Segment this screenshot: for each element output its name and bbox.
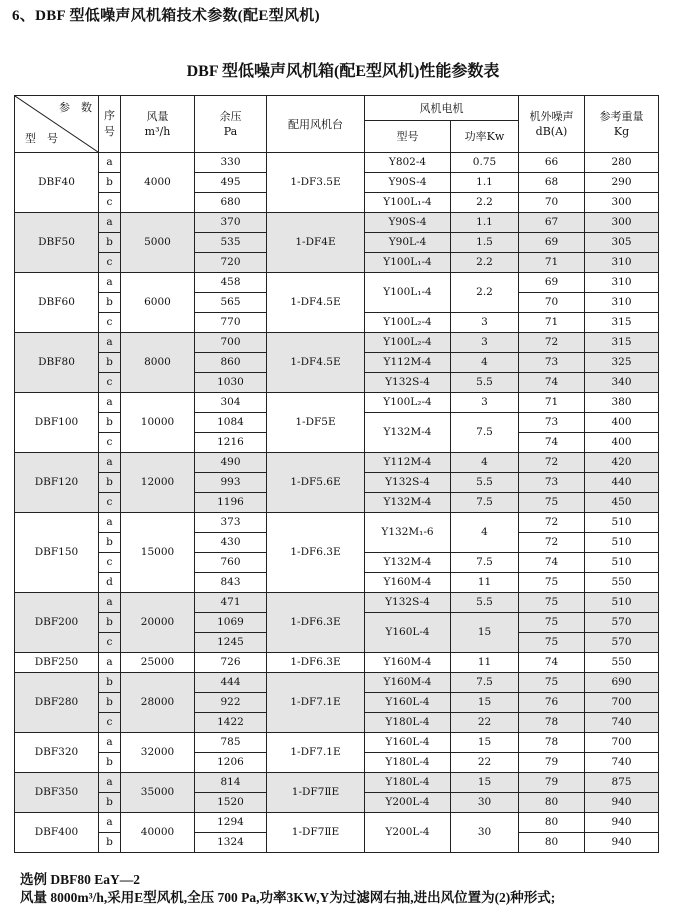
header-params: 参 数 [59, 101, 92, 114]
noise-cell: 75 [519, 593, 585, 613]
noise-cell: 74 [519, 553, 585, 573]
noise-cell: 72 [519, 513, 585, 533]
seq-cell: c [99, 253, 121, 273]
seq-cell: a [99, 213, 121, 233]
weight-cell: 940 [585, 793, 659, 813]
seq-cell: c [99, 433, 121, 453]
pressure-cell: 373 [195, 513, 267, 533]
motor-model-cell: Y132S-4 [365, 473, 451, 493]
header-pressure: 余压 Pa [195, 96, 267, 153]
noise-cell: 69 [519, 273, 585, 293]
motor-model-cell: Y132S-4 [365, 593, 451, 613]
noise-cell: 80 [519, 793, 585, 813]
seq-cell: a [99, 273, 121, 293]
noise-cell: 73 [519, 473, 585, 493]
airflow-cell: 12000 [121, 453, 195, 513]
pressure-cell: 922 [195, 693, 267, 713]
weight-cell: 315 [585, 313, 659, 333]
motor-power-cell: 7.5 [451, 493, 519, 513]
motor-model-cell: Y180L-4 [365, 773, 451, 793]
weight-cell: 510 [585, 593, 659, 613]
motor-model-cell: Y100L₁-4 [365, 273, 451, 313]
motor-power-cell: 1.5 [451, 233, 519, 253]
pressure-cell: 535 [195, 233, 267, 253]
weight-cell: 740 [585, 753, 659, 773]
seq-cell: c [99, 193, 121, 213]
motor-model-cell: Y180L-4 [365, 753, 451, 773]
noise-cell: 71 [519, 393, 585, 413]
weight-cell: 310 [585, 273, 659, 293]
noise-cell: 75 [519, 493, 585, 513]
weight-cell: 315 [585, 333, 659, 353]
model-cell: DBF400 [15, 813, 99, 853]
motor-power-cell: 15 [451, 693, 519, 713]
seq-cell: c [99, 373, 121, 393]
fan-cell: 1-DF7.1E [267, 673, 365, 733]
motor-model-cell: Y160M-4 [365, 673, 451, 693]
motor-power-cell: 7.5 [451, 673, 519, 693]
fan-cell: 1-DF7ⅡE [267, 813, 365, 853]
pressure-cell: 565 [195, 293, 267, 313]
seq-cell: a [99, 153, 121, 173]
weight-cell: 380 [585, 393, 659, 413]
table-row [15, 273, 659, 293]
seq-cell: a [99, 653, 121, 673]
motor-model-cell: Y160L-4 [365, 693, 451, 713]
motor-model-cell: Y90S-4 [365, 173, 451, 193]
weight-cell: 340 [585, 373, 659, 393]
seq-cell: b [99, 753, 121, 773]
seq-cell: b [99, 413, 121, 433]
motor-model-cell: Y132M-4 [365, 413, 451, 453]
pressure-cell: 843 [195, 573, 267, 593]
noise-cell: 79 [519, 753, 585, 773]
noise-cell: 75 [519, 573, 585, 593]
weight-cell: 400 [585, 433, 659, 453]
model-cell: DBF60 [15, 273, 99, 333]
motor-power-cell: 3 [451, 333, 519, 353]
weight-cell: 300 [585, 193, 659, 213]
motor-model-cell: Y160L-4 [365, 613, 451, 653]
airflow-cell: 5000 [121, 213, 195, 273]
pressure-cell: 1030 [195, 373, 267, 393]
motor-power-cell: 2.2 [451, 273, 519, 313]
seq-cell: c [99, 313, 121, 333]
noise-cell: 68 [519, 173, 585, 193]
fan-cell: 1-DF6.3E [267, 513, 365, 593]
airflow-cell: 10000 [121, 393, 195, 453]
pressure-cell: 1520 [195, 793, 267, 813]
weight-cell: 700 [585, 733, 659, 753]
table-row [15, 673, 659, 693]
weight-cell: 940 [585, 813, 659, 833]
noise-cell: 74 [519, 433, 585, 453]
noise-cell: 72 [519, 453, 585, 473]
airflow-cell: 15000 [121, 513, 195, 593]
airflow-cell: 35000 [121, 773, 195, 813]
model-cell: DBF120 [15, 453, 99, 513]
weight-cell: 690 [585, 673, 659, 693]
motor-model-cell: Y112M-4 [365, 453, 451, 473]
weight-cell: 940 [585, 833, 659, 853]
airflow-cell: 8000 [121, 333, 195, 393]
seq-cell: b [99, 353, 121, 373]
pressure-cell: 760 [195, 553, 267, 573]
weight-cell: 450 [585, 493, 659, 513]
noise-cell: 78 [519, 733, 585, 753]
weight-cell: 400 [585, 413, 659, 433]
seq-cell: a [99, 733, 121, 753]
motor-power-cell: 5.5 [451, 593, 519, 613]
seq-cell: a [99, 393, 121, 413]
pressure-cell: 1245 [195, 633, 267, 653]
noise-cell: 80 [519, 813, 585, 833]
noise-cell: 69 [519, 233, 585, 253]
motor-power-cell: 1.1 [451, 173, 519, 193]
noise-cell: 72 [519, 333, 585, 353]
noise-cell: 73 [519, 353, 585, 373]
pressure-cell: 860 [195, 353, 267, 373]
table-row [15, 513, 659, 533]
motor-model-cell: Y802-4 [365, 153, 451, 173]
seq-cell: b [99, 833, 121, 853]
noise-cell: 78 [519, 713, 585, 733]
table-row [15, 593, 659, 613]
noise-cell: 72 [519, 533, 585, 553]
seq-cell: b [99, 693, 121, 713]
motor-model-cell: Y132M-4 [365, 493, 451, 513]
motor-model-cell: Y160M-4 [365, 653, 451, 673]
motor-model-cell: Y100L₁-4 [365, 193, 451, 213]
table-row [15, 773, 659, 793]
pressure-cell: 1216 [195, 433, 267, 453]
table-row [15, 813, 659, 833]
weight-cell: 310 [585, 293, 659, 313]
section-heading: 6、DBF 型低噪声风机箱技术参数(配E型风机) [12, 8, 320, 24]
seq-cell: b [99, 473, 121, 493]
pressure-cell: 471 [195, 593, 267, 613]
diagonal-header-cell [15, 96, 99, 153]
seq-cell: c [99, 553, 121, 573]
seq-cell: c [99, 713, 121, 733]
example-title: 选例 DBF80 EaY—2 [20, 872, 141, 887]
motor-model-cell: Y180L-4 [365, 713, 451, 733]
pressure-cell: 1196 [195, 493, 267, 513]
seq-cell: a [99, 813, 121, 833]
header-weight: 参考重量 Kg [585, 96, 659, 153]
header-airflow: 风量 m³/h [121, 96, 195, 153]
example-description: 风量 8000m³/h,采用E型风机,全压 700 Pa,功率3KW,Y为过滤网右抽,进出风位置为(2)种形式; [20, 890, 556, 905]
seq-cell: a [99, 453, 121, 473]
pressure-cell: 458 [195, 273, 267, 293]
fan-cell: 1-DF5E [267, 393, 365, 453]
table-row [15, 733, 659, 753]
fan-cell: 1-DF7.1E [267, 733, 365, 773]
model-cell: DBF320 [15, 733, 99, 773]
noise-cell: 73 [519, 413, 585, 433]
pressure-cell: 814 [195, 773, 267, 793]
noise-cell: 67 [519, 213, 585, 233]
motor-power-cell: 5.5 [451, 373, 519, 393]
motor-power-cell: 4 [451, 353, 519, 373]
weight-cell: 280 [585, 153, 659, 173]
weight-cell: 550 [585, 653, 659, 673]
motor-model-cell: Y160L-4 [365, 733, 451, 753]
seq-cell: d [99, 573, 121, 593]
pressure-cell: 785 [195, 733, 267, 753]
noise-cell: 74 [519, 373, 585, 393]
weight-cell: 510 [585, 513, 659, 533]
fan-cell: 1-DF4E [267, 213, 365, 273]
motor-model-cell: Y160M-4 [365, 573, 451, 593]
motor-model-cell: Y90S-4 [365, 213, 451, 233]
motor-power-cell: 11 [451, 573, 519, 593]
header-motor: 风机电机 [365, 96, 519, 121]
pressure-cell: 444 [195, 673, 267, 693]
noise-cell: 74 [519, 653, 585, 673]
model-cell: DBF250 [15, 653, 99, 673]
motor-power-cell: 22 [451, 753, 519, 773]
pressure-cell: 370 [195, 213, 267, 233]
noise-cell: 70 [519, 293, 585, 313]
seq-cell: a [99, 513, 121, 533]
weight-cell: 300 [585, 213, 659, 233]
motor-model-cell: Y200L-4 [365, 813, 451, 853]
pressure-cell: 1069 [195, 613, 267, 633]
seq-cell: b [99, 173, 121, 193]
motor-model-cell: Y100L₂-4 [365, 313, 451, 333]
pressure-cell: 720 [195, 253, 267, 273]
weight-cell: 420 [585, 453, 659, 473]
pressure-cell: 726 [195, 653, 267, 673]
seq-cell: b [99, 613, 121, 633]
noise-cell: 76 [519, 693, 585, 713]
table-row [15, 393, 659, 413]
weight-cell: 305 [585, 233, 659, 253]
pressure-cell: 1422 [195, 713, 267, 733]
pressure-cell: 1294 [195, 813, 267, 833]
motor-power-cell: 7.5 [451, 553, 519, 573]
table-row [15, 213, 659, 233]
noise-cell: 71 [519, 313, 585, 333]
motor-power-cell: 0.75 [451, 153, 519, 173]
airflow-cell: 25000 [121, 653, 195, 673]
seq-cell: b [99, 293, 121, 313]
model-cell: DBF100 [15, 393, 99, 453]
pressure-cell: 304 [195, 393, 267, 413]
pressure-cell: 430 [195, 533, 267, 553]
model-cell: DBF50 [15, 213, 99, 273]
motor-model-cell: Y100L₁-4 [365, 253, 451, 273]
performance-table [14, 95, 659, 853]
seq-cell: c [99, 633, 121, 653]
fan-cell: 1-DF5.6E [267, 453, 365, 513]
noise-cell: 75 [519, 673, 585, 693]
pressure-cell: 1324 [195, 833, 267, 853]
motor-power-cell: 3 [451, 393, 519, 413]
weight-cell: 570 [585, 633, 659, 653]
pressure-cell: 993 [195, 473, 267, 493]
noise-cell: 79 [519, 773, 585, 793]
motor-power-cell: 5.5 [451, 473, 519, 493]
motor-power-cell: 4 [451, 513, 519, 553]
fan-cell: 1-DF4.5E [267, 273, 365, 333]
fan-cell: 1-DF4.5E [267, 333, 365, 393]
seq-cell: a [99, 773, 121, 793]
weight-cell: 570 [585, 613, 659, 633]
model-cell: DBF280 [15, 673, 99, 733]
airflow-cell: 28000 [121, 673, 195, 733]
table-row [15, 453, 659, 473]
seq-cell: b [99, 793, 121, 813]
fan-cell: 1-DF6.3E [267, 593, 365, 653]
pressure-cell: 1084 [195, 413, 267, 433]
weight-cell: 510 [585, 553, 659, 573]
motor-power-cell: 30 [451, 813, 519, 853]
pressure-cell: 495 [195, 173, 267, 193]
fan-cell: 1-DF3.5E [267, 153, 365, 213]
noise-cell: 75 [519, 633, 585, 653]
header-motor-model: 型号 [365, 121, 451, 153]
header-noise: 机外噪声 dB(A) [519, 96, 585, 153]
motor-power-cell: 15 [451, 773, 519, 793]
seq-cell: c [99, 493, 121, 513]
motor-power-cell: 22 [451, 713, 519, 733]
weight-cell: 325 [585, 353, 659, 373]
motor-model-cell: Y112M-4 [365, 353, 451, 373]
motor-model-cell: Y132M-4 [365, 553, 451, 573]
model-cell: DBF80 [15, 333, 99, 393]
motor-power-cell: 2.2 [451, 193, 519, 213]
model-cell: DBF150 [15, 513, 99, 593]
weight-cell: 290 [585, 173, 659, 193]
airflow-cell: 40000 [121, 813, 195, 853]
seq-cell: b [99, 233, 121, 253]
seq-cell: a [99, 593, 121, 613]
motor-power-cell: 2.2 [451, 253, 519, 273]
motor-power-cell: 30 [451, 793, 519, 813]
model-cell: DBF350 [15, 773, 99, 813]
motor-model-cell: Y100L₂-4 [365, 333, 451, 353]
noise-cell: 70 [519, 193, 585, 213]
pressure-cell: 330 [195, 153, 267, 173]
header-fan: 配用风机台 [267, 96, 365, 153]
fan-cell: 1-DF6.3E [267, 653, 365, 673]
motor-power-cell: 3 [451, 313, 519, 333]
header-motor-power: 功率Kw [451, 121, 519, 153]
motor-power-cell: 1.1 [451, 213, 519, 233]
header-seq: 序号 [99, 96, 121, 153]
seq-cell: a [99, 333, 121, 353]
airflow-cell: 32000 [121, 733, 195, 773]
motor-model-cell: Y200L-4 [365, 793, 451, 813]
weight-cell: 510 [585, 533, 659, 553]
pressure-cell: 680 [195, 193, 267, 213]
pressure-cell: 1206 [195, 753, 267, 773]
table-row [15, 333, 659, 353]
motor-model-cell: Y132M₁-6 [365, 513, 451, 553]
noise-cell: 75 [519, 613, 585, 633]
weight-cell: 440 [585, 473, 659, 493]
motor-power-cell: 15 [451, 733, 519, 753]
noise-cell: 71 [519, 253, 585, 273]
airflow-cell: 6000 [121, 273, 195, 333]
model-cell: DBF200 [15, 593, 99, 653]
weight-cell: 740 [585, 713, 659, 733]
airflow-cell: 20000 [121, 593, 195, 653]
motor-model-cell: Y100L₂-4 [365, 393, 451, 413]
motor-power-cell: 11 [451, 653, 519, 673]
fan-cell: 1-DF7ⅡE [267, 773, 365, 813]
header-model: 型 号 [25, 132, 58, 145]
table-title: DBF 型低噪声风机箱(配E型风机)性能参数表 [186, 63, 500, 80]
pressure-cell: 700 [195, 333, 267, 353]
motor-model-cell: Y90L-4 [365, 233, 451, 253]
weight-cell: 875 [585, 773, 659, 793]
motor-power-cell: 7.5 [451, 413, 519, 453]
airflow-cell: 4000 [121, 153, 195, 213]
motor-power-cell: 15 [451, 613, 519, 653]
seq-cell: b [99, 673, 121, 693]
pressure-cell: 770 [195, 313, 267, 333]
noise-cell: 66 [519, 153, 585, 173]
table-row [15, 653, 659, 673]
pressure-cell: 490 [195, 453, 267, 473]
motor-model-cell: Y132S-4 [365, 373, 451, 393]
weight-cell: 310 [585, 253, 659, 273]
motor-power-cell: 4 [451, 453, 519, 473]
weight-cell: 550 [585, 573, 659, 593]
table-row [15, 153, 659, 173]
model-cell: DBF40 [15, 153, 99, 213]
seq-cell: b [99, 533, 121, 553]
weight-cell: 700 [585, 693, 659, 713]
noise-cell: 80 [519, 833, 585, 853]
